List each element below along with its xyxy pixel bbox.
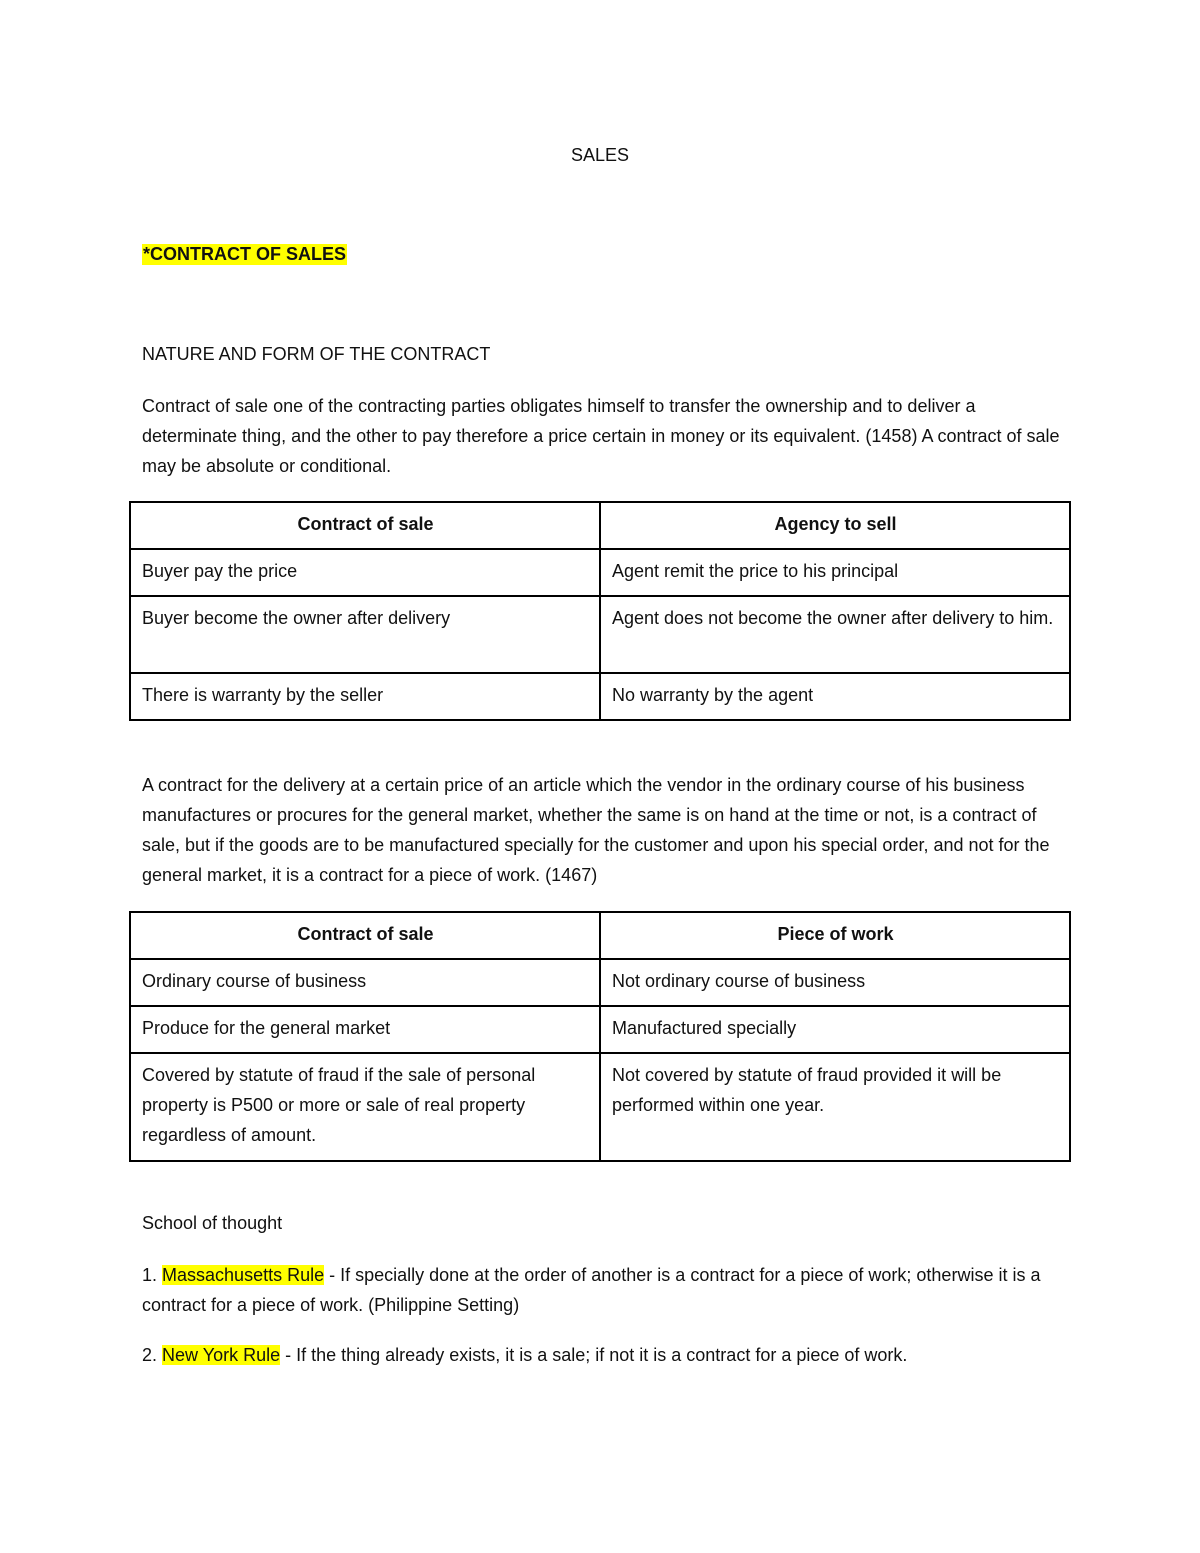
paragraph-contract-of-sale-definition: Contract of sale one of the contracting parties obligates himself to transfer the ownership and to deliver a determinate thing, and the other to pay therefore a price certain in money or its equivalent. (1458) A contract of sale may be absolute or conditional. (142, 396, 1060, 476)
table-row (130, 596, 1070, 673)
document-title: SALES (570, 145, 630, 165)
table-header-cell: Agency to sell (600, 502, 1070, 549)
rule-text: - If the thing already exists, it is a sale; if not it is a contract for a piece of work. (280, 1345, 908, 1365)
subheading-nature-and-form: NATURE AND FORM OF THE CONTRACT (142, 344, 491, 364)
table-row (130, 549, 1070, 596)
rule-text: - If specially done at the order of another is a contract for a piece of work; otherwise it is a contract for a piece of work. (Philippine Setting) (142, 1265, 1041, 1315)
table-cell: Buyer pay the price (130, 549, 600, 596)
table-cell: Buyer become the owner after delivery (130, 596, 600, 673)
table-header-cell: Contract of sale (130, 912, 600, 959)
table-row (130, 673, 1070, 720)
paragraph-piece-of-work-definition: A contract for the delivery at a certain price of an article which the vendor in the ordinary course of his business manufactures or procures for the general market, whether the same is on hand at the time or not, is a contract of sale, but if the goods are to be manufactured specially for the customer and upon his special order, and not for the general market, it is a contract for a piece of work. (1467) (142, 775, 1050, 885)
table-cell: Not ordinary course of business (600, 959, 1070, 1006)
table-header-cell: Contract of sale (130, 502, 600, 549)
section-heading-highlighted: *CONTRACT OF SALES (143, 244, 347, 264)
rule-number: 2. (142, 1345, 158, 1365)
table-header-row (130, 912, 1070, 959)
table-cell: Agent remit the price to his principal (600, 549, 1070, 596)
table-cell: Produce for the general market (130, 1006, 600, 1053)
rule-item (142, 1340, 1067, 1370)
table-cell: There is warranty by the seller (130, 673, 600, 720)
table-cell: Not covered by statute of fraud provided it will be performed within one year. (600, 1053, 1070, 1161)
comparison-table-piece-of-work (129, 911, 1071, 1162)
table-cell: Covered by statute of fraud if the sale of personal property is P500 or more or sale of real property regardless of amount. (130, 1053, 600, 1161)
school-of-thought-heading: School of thought (142, 1213, 283, 1233)
table-cell: Manufactured specially (600, 1006, 1070, 1053)
table-cell: Ordinary course of business (130, 959, 600, 1006)
table-cell: Agent does not become the owner after delivery to him. (600, 596, 1070, 673)
comparison-table-agency (129, 501, 1071, 721)
rule-name-highlighted: New York Rule (162, 1345, 281, 1365)
table-row (130, 1006, 1070, 1053)
table-header-cell: Piece of work (600, 912, 1070, 959)
table-row (130, 1053, 1070, 1161)
rule-number: 1. (142, 1265, 158, 1285)
table-header-row (130, 502, 1070, 549)
table-cell: No warranty by the agent (600, 673, 1070, 720)
table-row (130, 959, 1070, 1006)
rule-name-highlighted: Massachusetts Rule (162, 1265, 325, 1285)
rule-item (142, 1260, 1067, 1320)
